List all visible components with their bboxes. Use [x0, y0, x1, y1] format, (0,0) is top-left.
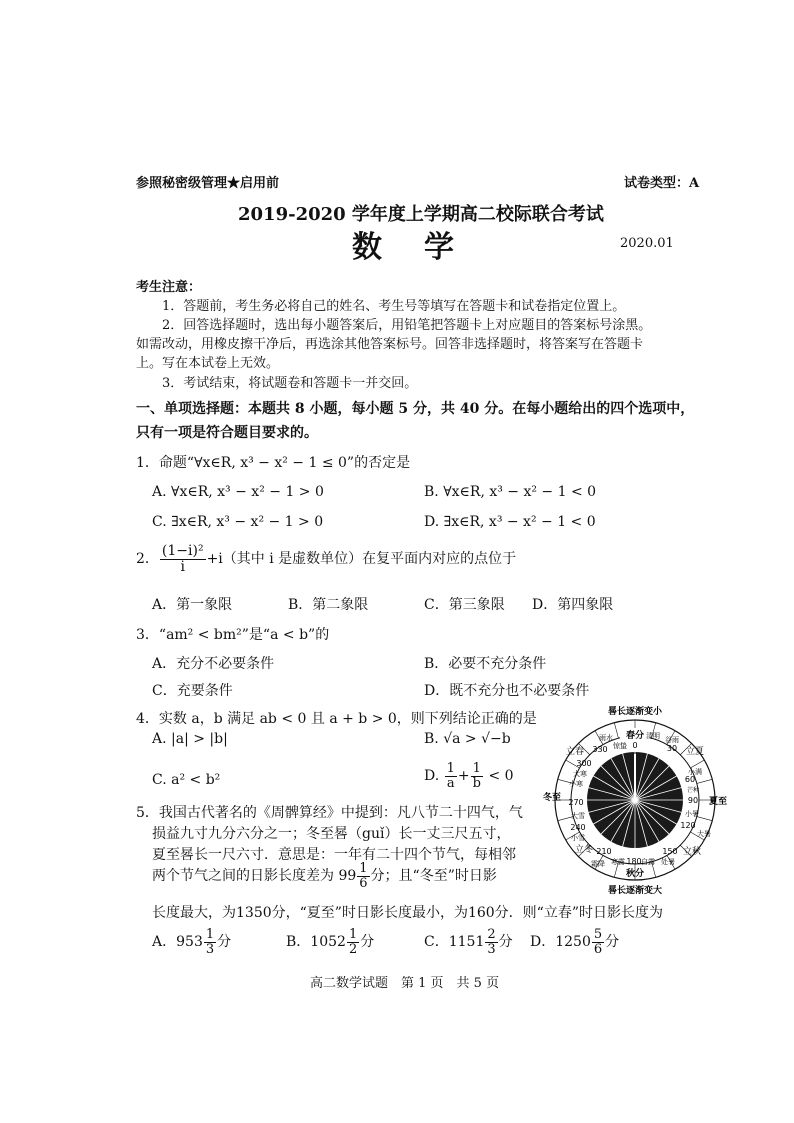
q4-d-plus: +	[457, 768, 470, 785]
q4-option-b: B. √a > √−b	[424, 731, 511, 747]
question-4-stem: 4．实数 a，b 满足 ab < 0 且 a + b > 0，则下列结论正确的是	[136, 711, 537, 727]
question-1-stem: 1．命题“∀x∈R, x³ − x² − 1 ≤ 0”的否定是	[136, 455, 411, 471]
option-label: D．	[530, 934, 556, 951]
dial-center	[633, 798, 638, 803]
notice-item: 2．回答选择题时，选出每小题答案后，用铅笔把答题卡上对应题目的答案标号涂黑。	[162, 318, 652, 333]
subject-title: 数 学	[352, 230, 460, 265]
q5-line4-suffix: 分；且“冬至”时日影	[370, 868, 497, 885]
label-xiazhi: 夏至	[708, 797, 728, 807]
secrecy-label: 参照秘密级管理★启用前	[136, 176, 280, 191]
label-330: 330	[592, 745, 608, 754]
figure-top-caption: 晷长逐渐变小	[607, 707, 663, 717]
q1-option-b: B. ∀x∈R, x³ − x² − 1 < 0	[424, 484, 597, 500]
option-unit: 分	[360, 934, 375, 951]
q5-line: 损益九寸九分六分之一；冬至晷（guǐ）长一丈三尺五寸，	[152, 826, 511, 842]
label-bailu: 白露	[641, 858, 655, 866]
label-jingzhe: 惊蛰	[613, 742, 627, 750]
label-lixia: 立夏	[685, 747, 705, 757]
notice-item: 上。写在本试卷上无效。	[136, 356, 280, 371]
label-0: 0	[632, 741, 638, 750]
frac-numerator: 2	[487, 927, 496, 942]
frac-denominator: 2	[348, 941, 358, 957]
notice-heading: 考生注意：	[136, 280, 202, 295]
frac-denominator: b	[472, 775, 481, 791]
section-title-cont: 只有一项是符合题目要求的。	[136, 425, 318, 441]
exam-date: 2020.01	[620, 236, 674, 251]
frac-numerator: 1	[446, 761, 455, 776]
q5-line4-prefix: 两个节气之间的日影长度差为 99	[152, 868, 357, 885]
option-unit: 分	[217, 934, 232, 951]
q5-line: 长度最大，为1350分，“夏至”时日影长度最小，为160分．则“立春”时日影长度为	[152, 905, 663, 921]
question-3-stem: 3．“am² < bm²”是“a < b”的	[136, 627, 330, 643]
frac-numerator: 1	[348, 927, 358, 942]
q2-frac-denominator: i	[180, 558, 185, 575]
q5-line: 夏至晷长一尺六寸．意思是：一年有二十四个节气，每相邻	[152, 847, 516, 863]
q3-option-a: A．充分不必要条件	[152, 656, 275, 672]
label-xiaoshu: 小暑	[685, 810, 699, 818]
label-yushui: 雨水	[599, 734, 613, 742]
section-title: 一、单项选择题：本题共 8 小题，每小题 5 分，共 40 分。在每小题给出的四个选项中，	[136, 401, 695, 417]
label-30: 30	[666, 744, 678, 753]
ring-tick	[697, 779, 712, 783]
label-dongzhi: 冬至	[542, 793, 562, 803]
option-unit: 分	[498, 934, 513, 951]
q5-option-c	[424, 928, 513, 956]
frac-denominator: 3	[205, 941, 215, 957]
question-2-stem	[136, 544, 516, 574]
q4-d-label: D.	[424, 768, 440, 785]
label-90: 90	[687, 796, 699, 805]
frac-denominator: a	[446, 775, 455, 791]
q2-number: 2．	[136, 551, 159, 568]
label-xiaohan: 小寒	[569, 780, 583, 788]
frac-numerator: 5	[593, 927, 603, 942]
q2-stem-text: +i（其中 i 是虚数单位）在复平面内对应的点位于	[206, 551, 517, 568]
label-150: 150	[662, 847, 678, 856]
option-whole: 1250	[555, 934, 591, 951]
option-label: A．	[152, 934, 177, 951]
label-daxue: 大雪	[571, 812, 585, 820]
label-270: 270	[568, 798, 584, 807]
q4-option-a: A. |a| > |b|	[152, 731, 228, 747]
frac-denominator: 6	[359, 875, 368, 891]
option-whole: 1151	[448, 934, 485, 951]
frac-numerator: 1	[471, 762, 483, 777]
q5-line: 5．我国古代著名的《周髀算经》中提到：凡八节二十四气，气	[136, 805, 523, 821]
label-shuangjiang: 霜降	[591, 860, 605, 868]
figure-bottom-caption: 晷长逐渐变大	[607, 886, 663, 896]
frac-numerator: 1	[205, 927, 215, 942]
option-whole: 953	[176, 934, 203, 951]
ring-tick	[614, 723, 618, 738]
label-lidong: 立冬	[574, 845, 594, 855]
label-qiufen: 秋分	[625, 869, 645, 879]
q5-fraction	[357, 862, 369, 890]
label-xiaoman: 小满	[688, 768, 702, 776]
q5-option-a	[152, 928, 231, 956]
label-guyu: 谷雨	[665, 736, 679, 744]
q4-d-tail: < 0	[488, 768, 514, 785]
q3-option-b: B．必要不充分条件	[424, 656, 547, 672]
label-240: 240	[570, 823, 586, 832]
label-hanlu: 寒露	[611, 858, 625, 866]
q1-option-a: A. ∀x∈R, x³ − x² − 1 > 0	[152, 484, 324, 500]
notice-item: 如需改动，用橡皮擦干净后，再选涂其他答案标号。回答非选择题时，将答案写在答题卡	[136, 337, 644, 352]
label-lichun: 立春	[565, 747, 585, 757]
q2-option-c: C．第三象限	[424, 597, 505, 613]
label-chushu: 处暑	[661, 858, 675, 866]
q2-option-b: B．第二象限	[288, 597, 369, 613]
q4-d-frac-1	[445, 762, 457, 790]
option-fraction	[204, 928, 216, 956]
label-dashu: 大暑	[697, 830, 711, 838]
q2-fraction	[160, 544, 206, 574]
option-label: C．	[424, 934, 449, 951]
label-chunfen: 春分	[625, 731, 645, 741]
frac-denominator: 3	[487, 941, 496, 957]
q4-d-frac-2	[471, 762, 483, 790]
q4-option-d	[424, 762, 514, 790]
option-fraction	[592, 928, 604, 956]
q2-option-a: A．第一象限	[152, 597, 233, 613]
label-xiaoxue: 小雪	[571, 834, 585, 842]
solar-terms-diagram	[540, 704, 730, 896]
q5-option-b	[286, 928, 374, 956]
q2-option-d: D．第四象限	[532, 597, 614, 613]
label-dahan: 大寒	[573, 770, 587, 778]
q4-option-c: C. a² < b²	[152, 772, 221, 788]
q1-option-d: D. ∃x∈R, x³ − x² − 1 < 0	[424, 514, 596, 530]
notice-item: 3．考试结束，将试题卷和答题卡一并交回。	[162, 376, 418, 391]
ring-tick	[690, 760, 704, 768]
label-300: 300	[576, 759, 592, 768]
label-60: 60	[684, 775, 696, 784]
label-210: 210	[596, 847, 612, 856]
option-fraction	[485, 928, 497, 956]
page-footer: 高二数学试题 第 1 页 共 5 页	[310, 976, 500, 991]
label-liqiu: 立秋	[682, 847, 702, 857]
q3-option-c: C．充要条件	[152, 683, 233, 699]
label-mangzhong: 芒种	[686, 787, 700, 794]
option-fraction	[347, 928, 359, 956]
frac-denominator: 6	[593, 941, 603, 957]
option-label: B．	[286, 934, 311, 951]
q2-frac-numerator: (1−i)²	[161, 543, 204, 559]
option-unit: 分	[605, 934, 620, 951]
label-qingming: 清明	[646, 732, 660, 740]
exam-title: 2019-2020 学年度上学期高二校际联合考试	[238, 204, 604, 225]
q5-line	[152, 862, 497, 890]
option-whole: 1052	[310, 934, 346, 951]
q3-option-d: D．既不充分也不必要条件	[424, 683, 590, 699]
solar-terms-figure	[540, 704, 730, 896]
ring-tick	[697, 817, 712, 821]
paper-type-label: 试卷类型：A	[624, 176, 700, 191]
q1-option-c: C. ∃x∈R, x³ − x² − 1 > 0	[152, 514, 324, 530]
frac-numerator: 1	[359, 861, 368, 876]
label-120: 120	[680, 821, 696, 830]
notice-item: 1．答题前，考生务必将自己的姓名、考生号等填写在答题卡和试卷指定位置上。	[162, 299, 626, 314]
q5-option-d	[530, 928, 619, 956]
label-180: 180	[626, 857, 642, 866]
